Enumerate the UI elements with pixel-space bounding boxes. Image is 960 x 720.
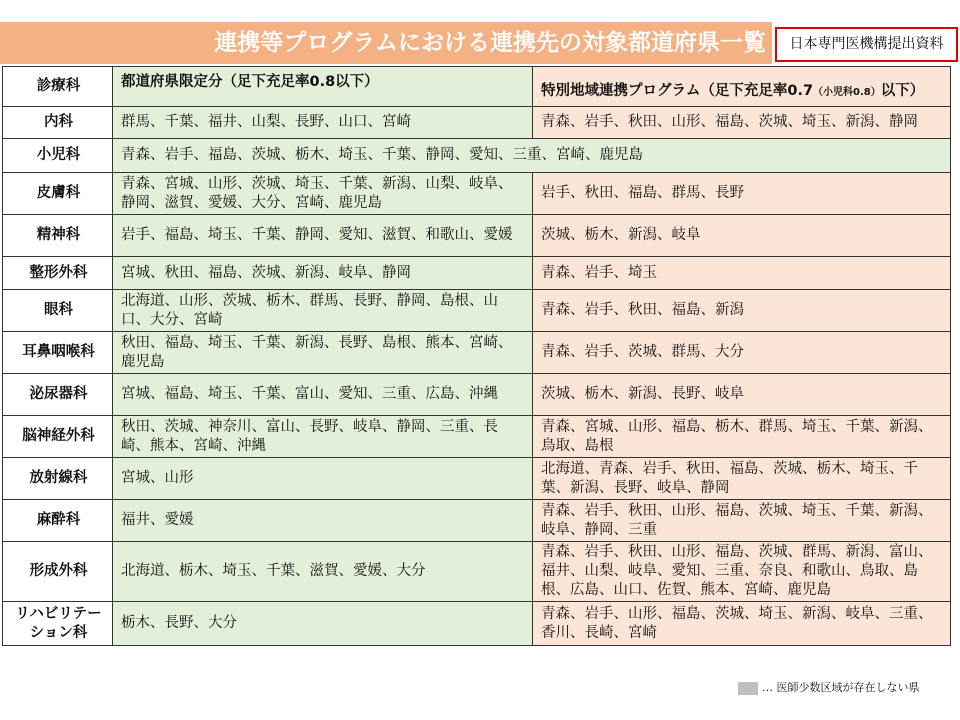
table-header-row — [3, 67, 951, 107]
pref-cell: 青森、宮城、山形、茨城、埼玉、千葉、新潟、山梨、岐阜、静岡、滋賀、愛媛、大分、宮崎、鹿児島 — [113, 173, 533, 215]
table-row — [3, 139, 951, 173]
table-row — [3, 107, 951, 139]
dept-cell: 形成外科 — [3, 542, 113, 602]
pref-cell: 秋田、茨城、神奈川、富山、長野、岐阜、静岡、三重、長崎、熊本、宮崎、沖縄 — [113, 416, 533, 458]
special-cell: 茨城、栃木、新潟、長野、岐阜 — [533, 374, 951, 416]
dept-cell: 精神科 — [3, 215, 113, 257]
header-dept: 診療科 — [3, 67, 113, 107]
page-title: 連携等プログラムにおける連携先の対象都道府県一覧 — [0, 22, 772, 64]
table-row — [3, 257, 951, 290]
pref-cell: 群馬、千葉、福井、山梨、長野、山口、宮崎 — [113, 107, 533, 139]
table-row — [3, 458, 951, 500]
table-row — [3, 542, 951, 602]
pref-cell: 宮城、秋田、福島、茨城、新潟、岐阜、静岡 — [113, 257, 533, 290]
table-row — [3, 332, 951, 374]
header-special-small: （小児科0.8） — [813, 87, 881, 98]
header-special-program — [533, 67, 951, 107]
special-cell: 青森、岩手、秋田、福島、新潟 — [533, 290, 951, 332]
table-row — [3, 500, 951, 542]
table-row — [3, 602, 951, 646]
pref-cell: 宮城、福島、埼玉、千葉、富山、愛知、三重、広島、沖縄 — [113, 374, 533, 416]
pref-cell: 秋田、福島、埼玉、千葉、新潟、長野、島根、熊本、宮崎、鹿児島 — [113, 332, 533, 374]
header-pref-limited: 都道府県限定分（足下充足率0.8以下） — [113, 67, 533, 107]
pref-cell: 栃木、長野、大分 — [113, 602, 533, 646]
table-row — [3, 374, 951, 416]
dept-cell: 整形外科 — [3, 257, 113, 290]
special-cell: 岩手、秋田、福島、群馬、長野 — [533, 173, 951, 215]
table-row — [3, 290, 951, 332]
legend-text: … 医師少数区域が存在しない県 — [762, 681, 920, 694]
special-cell: 青森、宮城、山形、福島、栃木、群馬、埼玉、千葉、新潟、鳥取、島根 — [533, 416, 951, 458]
special-cell: 青森、岩手、茨城、群馬、大分 — [533, 332, 951, 374]
legend — [738, 680, 958, 698]
dept-cell: 小児科 — [3, 139, 113, 173]
special-cell: 青森、岩手、秋田、山形、福島、茨城、群馬、新潟、富山、福井、山梨、岐阜、愛知、三重、奈良、和歌山、鳥取、島根、広島、山口、佐賀、熊本、宮崎、鹿児島 — [533, 542, 951, 602]
dept-cell: 泌尿器科 — [3, 374, 113, 416]
source-label: 日本専門医機構提出資料 — [775, 27, 958, 62]
dept-cell: 放射線科 — [3, 458, 113, 500]
dept-cell: 眼科 — [3, 290, 113, 332]
pref-cell: 岩手、福島、埼玉、千葉、静岡、愛知、滋賀、和歌山、愛媛 — [113, 215, 533, 257]
prefecture-table — [2, 66, 951, 646]
pref-cell: 北海道、山形、茨城、栃木、群馬、長野、静岡、島根、山口、大分、宮崎 — [113, 290, 533, 332]
dept-cell: 皮膚科 — [3, 173, 113, 215]
dept-cell: 脳神経外科 — [3, 416, 113, 458]
special-cell: 青森、岩手、埼玉 — [533, 257, 951, 290]
special-cell: 茨城、栃木、新潟、岐阜 — [533, 215, 951, 257]
pref-cell: 北海道、栃木、埼玉、千葉、滋賀、愛媛、大分 — [113, 542, 533, 602]
table-row — [3, 173, 951, 215]
table-row — [3, 416, 951, 458]
pref-cell-merged: 青森、岩手、福島、茨城、栃木、埼玉、千葉、静岡、愛知、三重、宮崎、鹿児島 — [113, 139, 951, 173]
legend-swatch — [738, 682, 758, 695]
special-cell: 青森、岩手、秋田、山形、福島、茨城、埼玉、千葉、新潟、岐阜、静岡、三重 — [533, 500, 951, 542]
special-cell: 青森、岩手、山形、福島、茨城、埼玉、新潟、岐阜、三重、香川、長崎、宮崎 — [533, 602, 951, 646]
dept-cell: 耳鼻咽喉科 — [3, 332, 113, 374]
dept-cell: 麻酔科 — [3, 500, 113, 542]
dept-cell: 内科 — [3, 107, 113, 139]
pref-cell: 宮城、山形 — [113, 458, 533, 500]
header-special-tail: 以下） — [880, 83, 925, 99]
special-cell: 北海道、青森、岩手、秋田、福島、茨城、栃木、埼玉、千葉、新潟、長野、岐阜、静岡 — [533, 458, 951, 500]
header-special-main: 特別地域連携プログラム（足下充足率0.7 — [541, 83, 814, 99]
dept-cell: リハビリテーション科 — [3, 602, 113, 646]
special-cell: 青森、岩手、秋田、山形、福島、茨城、埼玉、新潟、静岡 — [533, 107, 951, 139]
pref-cell: 福井、愛媛 — [113, 500, 533, 542]
table-row — [3, 215, 951, 257]
